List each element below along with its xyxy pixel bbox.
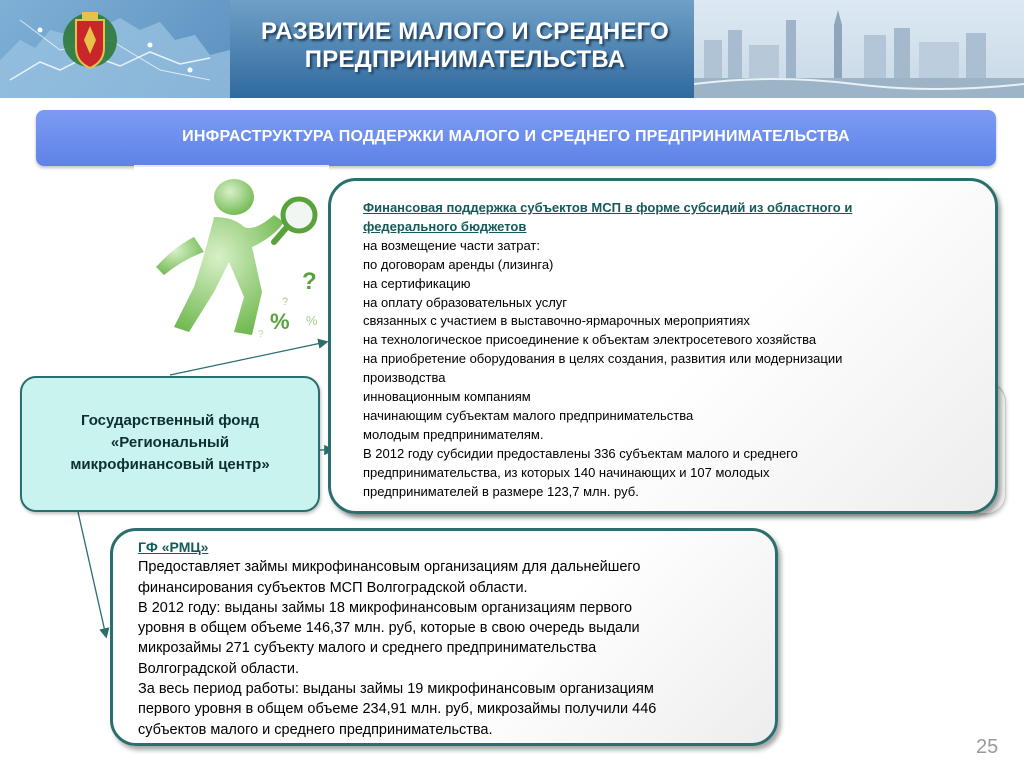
support-line: начинающим субъектам малого предпринимательства: [363, 407, 694, 423]
support-line: инновационным компаниям: [363, 389, 531, 405]
percent-mark: %: [270, 309, 290, 334]
rmc-heading: ГФ «РМЦ»: [138, 539, 209, 555]
support-line: связанных с участием в выставочно-ярмарочных мероприятиях: [363, 313, 750, 329]
support-heading-line1: Финансовая поддержка субъектов МСП в форме субсидий из областного и: [363, 200, 853, 215]
rmc-line: За весь период работы: выданы займы 19 микрофинансовым организациям: [138, 681, 654, 698]
magnifier-figure-icon: [134, 165, 329, 342]
page-title-line2: ПРЕДПРИНИМАТЕЛЬСТВА: [304, 46, 626, 73]
page-title: [240, 18, 690, 74]
support-line: на технологическое присоединение к объектам электросетевого хозяйства: [363, 332, 817, 348]
svg-text:%: %: [306, 313, 318, 328]
state-fund-box: [20, 376, 320, 512]
support-line: на приобретение оборудования в целях создания, развития или модернизации: [363, 351, 843, 367]
support-line: молодым предпринимателям.: [363, 426, 544, 442]
question-mark: ?: [302, 268, 317, 295]
page-title-line1: РАЗВИТИЕ МАЛОГО И СРЕДНЕГО: [260, 18, 670, 45]
support-line: производства: [363, 370, 446, 386]
section-title-bar: [36, 110, 996, 166]
support-line: на оплату образовательных услуг: [363, 294, 568, 310]
support-line: предпринимательства, из которых 140 начинающих и 107 молодых: [363, 464, 770, 480]
section-title: ИНФРАСТРУКТУРА ПОДДЕРЖКИ МАЛОГО И СРЕДНЕГО ПРЕДПРИНИМАТЕЛЬСТВА: [182, 128, 850, 145]
rmc-line: финансирования субъектов МСП Волгоградской области.: [138, 579, 528, 596]
financial-support-card: [328, 178, 998, 514]
support-line: по договорам аренды (лизинга): [363, 256, 554, 272]
rmc-line: В 2012 году: выданы займы 18 микрофинансовым организациям первого: [138, 599, 633, 616]
rmc-line: первого уровня в общем объеме 234,91 млн. руб, микрозаймы получили 446: [138, 701, 657, 718]
rmc-line: уровня в общем объеме 146,37 млн. руб, которые в свою очередь выдали: [138, 620, 640, 637]
city-skyline-icon: [694, 0, 1024, 98]
support-heading-line2: федерального бюджетов: [363, 218, 527, 234]
rmc-line: Предоставляет займы микрофинансовым организациям для дальнейшего: [138, 559, 641, 576]
support-line: на сертификацию: [363, 275, 471, 291]
rmc-line: субъектов малого и среднего предпринимательства.: [138, 721, 493, 738]
svg-text:?: ?: [258, 329, 264, 340]
fund-name-line3: микрофинансовый центр»: [70, 456, 270, 473]
support-line: на возмещение части затрат:: [363, 237, 540, 253]
coat-of-arms-icon: [62, 6, 118, 74]
support-line: предпринимателей в размере 123,7 млн. руб.: [363, 483, 639, 499]
rmc-card: [110, 528, 778, 746]
page-number: 25: [976, 736, 999, 758]
header-banner: [0, 0, 1024, 98]
rmc-line: микрозаймы 271 субъекту малого и среднего предпринимательства: [138, 640, 597, 657]
support-line: В 2012 году субсидии предоставлены 336 субъектам малого и среднего: [363, 445, 798, 461]
rmc-line: Волгоградской области.: [138, 660, 300, 677]
fund-name-line1: Государственный фонд: [80, 412, 260, 429]
svg-text:?: ?: [282, 296, 289, 308]
fund-name-line2: «Региональный: [110, 434, 230, 451]
